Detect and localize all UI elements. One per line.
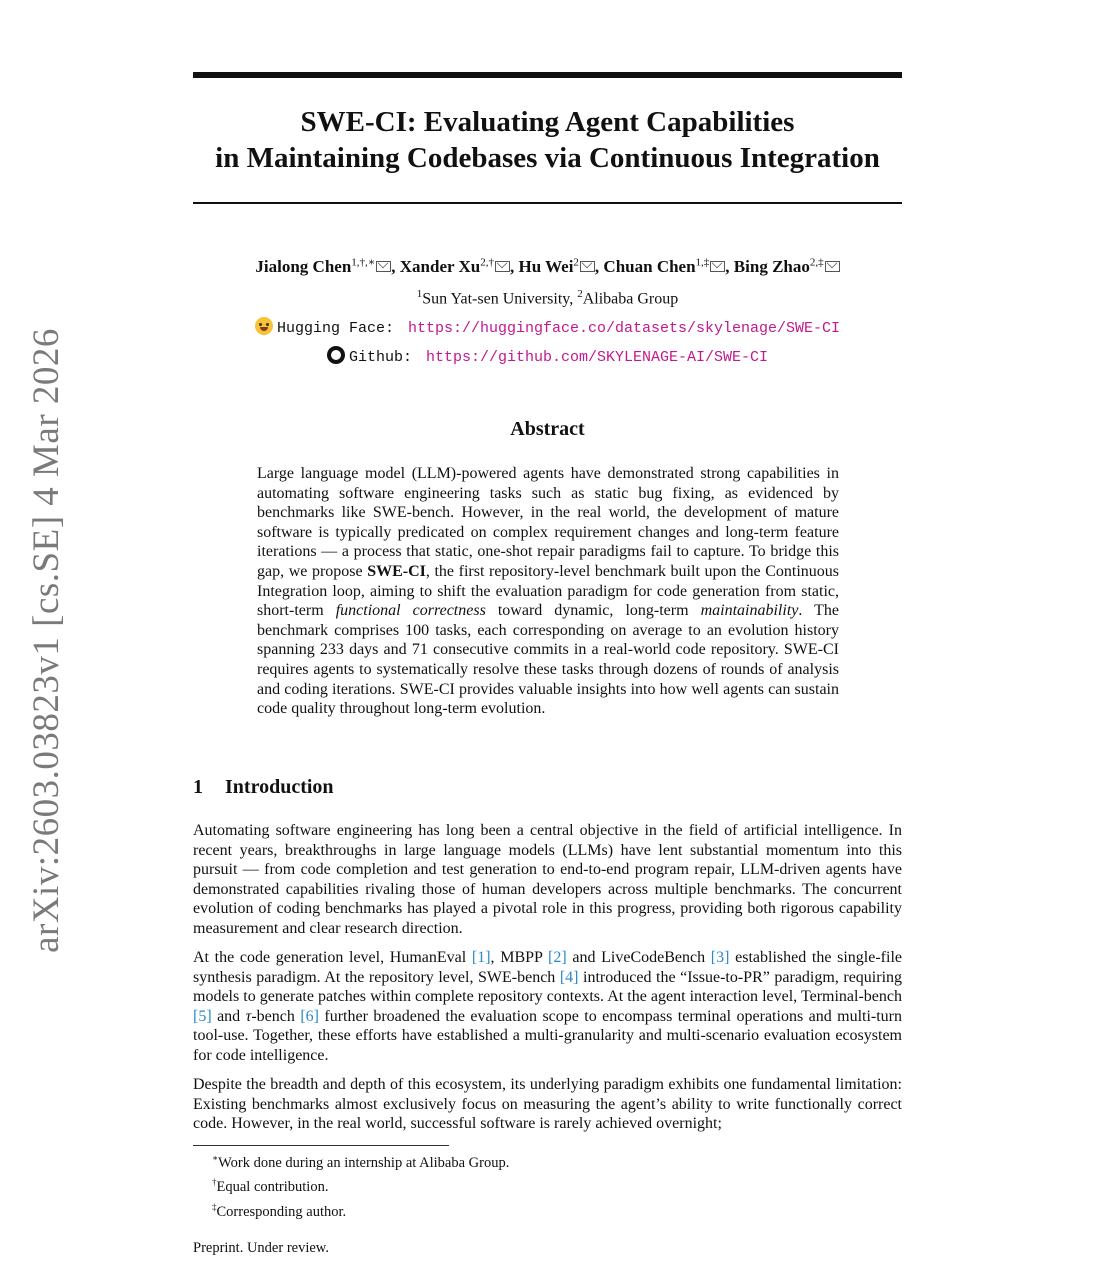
paragraph-text: further broadened the evaluation scope to encompass terminal operations and multi-turn tool-use. Together, these efforts have established a multi-granularity and multi-scenario evaluation ecosystem for code intelligence. <box>193 1007 903 1064</box>
github-icon <box>327 346 345 364</box>
email-icon[interactable] <box>710 261 725 272</box>
paragraph-text: and LiveCodeBench <box>566 949 711 966</box>
arxiv-side-identifier <box>25 327 67 953</box>
footnote-text: Corresponding author. <box>216 1203 347 1220</box>
intro-paragraph-2 <box>193 948 902 1066</box>
tau-symbol: τ <box>245 1007 252 1025</box>
paragraph-text: -bench <box>251 1007 301 1025</box>
paragraph-text: and <box>211 1007 246 1025</box>
author-marks: 2 <box>573 256 579 268</box>
author-4: Chuan Chen$^{1,\ddagger}$ , <box>603 256 730 276</box>
email-icon[interactable] <box>825 261 840 272</box>
footnotes <box>212 1149 509 1222</box>
github-url-link[interactable]: https://github.com/SKYLENAGE-AI/SWE-CI <box>425 349 769 366</box>
email-icon[interactable] <box>580 261 595 272</box>
github-link-row <box>150 346 945 369</box>
paragraph-text: At the code generation level, HumanEval <box>193 949 472 966</box>
footnote-rule <box>193 1145 449 1146</box>
preprint-note: Preprint. Under review. <box>193 1240 329 1256</box>
footnote-item <box>212 1149 509 1173</box>
citation-link[interactable]: [3] <box>710 949 730 966</box>
affiliation-mark-1: 1 <box>416 288 423 300</box>
citation-link[interactable]: [4] <box>559 968 579 986</box>
github-label: Github: <box>348 349 412 366</box>
paragraph-text: established the single-file synthesis paradigm. At the repository level, SWE-bench <box>193 949 902 986</box>
abstract-text: , the first repository-level benchmark built upon the Continuous Integration loop, aiming to shift the evaluation paradigm for code generation from static, short-term <box>257 562 839 620</box>
author-name: Jialong Chen <box>255 256 352 276</box>
citation-link[interactable]: [6] <box>300 1007 319 1025</box>
title-line-2: in Maintaining Codebases via Continuous Integration <box>215 142 880 174</box>
footnote-mark: ‡ <box>212 1201 217 1212</box>
author-name: Hu Wei <box>518 256 574 276</box>
abstract-text: . The benchmark comprises 100 tasks, each corresponding on average to an evolution history spanning 233 days and 71 consecutive commits in a real-world code repository. SWE-CI requires agents to systematically resolve these tasks through dozens of rounds of analysis and coding iterations. SWE-CI provides valuable insights into how well agents can sustain code quality throughout long-term evolution. <box>257 602 840 718</box>
arxiv-id-text: arXiv:2603.03823v1 [cs.SE] 4 Mar 2026 <box>25 327 67 953</box>
abstract-body <box>257 464 839 719</box>
footnote-mark: † <box>212 1177 217 1188</box>
huggingface-link-row <box>150 317 945 340</box>
abstract-italic-term: maintainability <box>700 602 799 620</box>
citation-link[interactable]: [2] <box>548 949 567 966</box>
author-1: Jialong Chen$^{1,\dagger,∗}$ , <box>255 256 396 276</box>
huggingface-label: Hugging Face: <box>276 320 394 337</box>
author-3: Hu Wei$^2$ , <box>518 256 600 276</box>
author-5 <box>734 257 840 276</box>
abstract-text: Large language model (LLM)-powered agents have demonstrated strong capabilities in automating software engineering tasks such as static bug fixing, as evidenced by benchmarks like SWE-bench. However, in the real world, the development of mature software is typically predicated on complex requirement changes and long-term feature iterations — a process that static, one-shot repair paradigms fail to capture. To bridge this gap, we propose <box>257 465 839 580</box>
citation-link[interactable]: [1] <box>471 949 491 966</box>
affiliation-1: Sun Yat-sen University, <box>422 290 574 308</box>
citation-link[interactable]: [5] <box>193 1007 212 1025</box>
footnote-text: Work done during an internship at Alibaba Group. <box>218 1154 510 1171</box>
intro-paragraph-1: Automating software engineering has long been a central objective in the field of artificial intelligence. In recent years, breakthroughs in large language models (LLMs) have lent substantial momentum into this pursuit — from code completion and test generation to end-to-end program repair, LLM-driven agents have demonstrated capabilities rivaling those of human developers across multiple benchmarks. The concurrent evolution of coding benchmarks has played a pivotal role in this progress, providing both rigorous capability measurement and clear research direction. <box>193 822 902 937</box>
footnote-text: Equal contribution. <box>216 1179 329 1196</box>
email-icon[interactable] <box>495 261 510 272</box>
title-line-1: SWE-CI: Evaluating Agent Capabilities <box>300 106 795 138</box>
author-name: Bing Zhao <box>733 256 810 276</box>
abstract-bold-term: SWE-CI <box>367 562 426 580</box>
paragraph-text: introduced the “Issue-to-PR” paradigm, requiring models to generate patches within complete repository contexts. At the agent interaction level, Terminal-bench <box>193 968 903 1006</box>
abstract-text: toward dynamic, long-term <box>485 602 701 620</box>
email-icon[interactable] <box>376 261 391 272</box>
abstract-heading: Abstract <box>510 418 585 440</box>
title-top-rule <box>193 72 902 78</box>
author-2: Xander $Xu^{2,\dagger}$ , <box>399 256 515 276</box>
footnote-mark: ∗ <box>212 1153 219 1163</box>
affiliations <box>150 282 945 311</box>
affiliation-mark-2: 2 <box>577 288 583 300</box>
author-marks: 1,‡ <box>695 256 710 268</box>
title-bottom-rule <box>193 202 902 204</box>
paragraph-text: , MBPP <box>490 949 548 966</box>
author-marks: 2,‡ <box>809 256 824 268</box>
affiliation-2: Alibaba Group <box>582 290 679 308</box>
hugging-face-icon <box>255 317 273 335</box>
paper-title <box>150 104 945 176</box>
abstract-italic-term: functional correctness <box>335 602 486 620</box>
footnote-item <box>212 1173 509 1197</box>
intro-paragraph-3: Despite the breadth and depth of this ecosystem, its underlying paradigm exhibits one fundamental limitation: Existing benchmarks almost exclusively focus on measuring the agent’s ability to write functionally correct code. However, in the real world, successful software is rarely achieved overnight; <box>193 1076 902 1133</box>
section-title: Introduction <box>225 776 334 798</box>
author-name: Xander Xu <box>399 256 481 276</box>
section-number: 1 <box>193 776 203 798</box>
author-marks: 2,† <box>480 256 494 268</box>
footnote-item <box>212 1198 509 1222</box>
author-list <box>150 250 945 279</box>
section-heading-introduction <box>193 776 334 799</box>
author-marks: 1,†,∗ <box>351 256 376 268</box>
huggingface-url-link[interactable]: https://huggingface.co/datasets/skylenage/SWE-CI <box>407 320 841 337</box>
author-name: Chuan Chen <box>603 256 696 276</box>
